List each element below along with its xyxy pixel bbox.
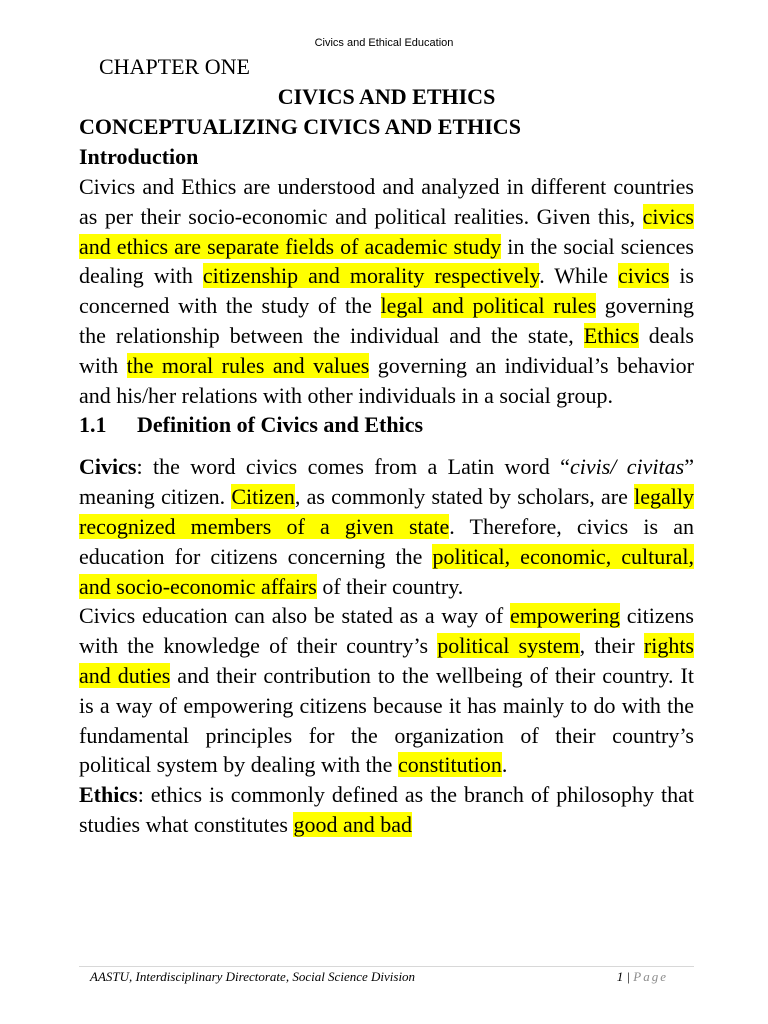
body-text: Civics education can also be stated as a way of (79, 603, 510, 629)
civics-definition-paragraph (79, 452, 694, 601)
highlight: good and bad (293, 811, 413, 837)
body-text: citizens with the knowledge of their country’s (79, 603, 694, 659)
intro-text: in the social sciences dealing with (79, 233, 694, 289)
body-text: . Therefore, civics is an education for citizens concerning the (79, 513, 694, 569)
intro-text: is concerned with the study of the (79, 263, 694, 319)
body-text: , as commonly stated by scholars, are (294, 484, 635, 510)
highlight: constitution (397, 752, 502, 778)
highlight: legal and political rules (380, 293, 597, 319)
highlight: the moral rules and values (126, 352, 370, 378)
highlight: political system (437, 633, 580, 659)
body-text: , their (579, 633, 644, 659)
footer-institution: AASTU, Interdisciplinary Directorate, Social Science Division (90, 969, 416, 984)
intro-text: deals with (79, 322, 694, 378)
body-text: and their contribution to the wellbeing of their country. It is a way of empowering citizens because it has mainly to do with the fundamental principles for the organization of their country’s political system by dealing with the (79, 662, 694, 778)
body-text: : ethics is commonly defined as the branch of philosophy that studies what constitutes (79, 782, 694, 837)
intro-paragraph (79, 172, 694, 410)
section-number: 1.1 (79, 412, 107, 438)
chapter-title: CIVICS AND ETHICS (277, 84, 496, 109)
intro-text: . While (539, 263, 619, 289)
footer-page-indicator (617, 969, 668, 985)
page-content (79, 50, 694, 840)
intro-text: governing the relationship between the individual and the state, (79, 293, 694, 348)
highlight: political, economic, cultural, and socio-economic affairs (79, 543, 694, 599)
footer-divider (79, 966, 694, 967)
highlight: citizenship and morality respectively (202, 263, 540, 289)
page-number: 1 (616, 969, 624, 984)
body-text: : the word civics comes from a Latin word “ (136, 454, 570, 480)
term-civics: Civics (79, 454, 137, 480)
term-ethics: Ethics (79, 782, 138, 808)
intro-text: governing an individual’s behavior and his/her relations with other individuals in a social group. (79, 352, 694, 408)
page-word: Page (633, 969, 668, 984)
running-header: Civics and Ethical Education (314, 37, 454, 49)
highlight: Ethics (583, 322, 639, 348)
highlight: civics and ethics are separate fields of academic study (79, 203, 694, 259)
intro-heading: Introduction (79, 144, 199, 169)
highlight: civics (618, 263, 670, 289)
civics-education-paragraph (79, 601, 694, 780)
body-text: of their country. (316, 573, 464, 599)
highlight: Citizen (231, 484, 295, 510)
intro-text: Civics and Ethics are understood and analyzed in different countries as per their socio-economic and political realities. Given this, (79, 174, 694, 229)
ethics-definition-paragraph (79, 780, 694, 840)
section-title: Definition of Civics and Ethics (137, 412, 424, 438)
page-separator: | (623, 969, 634, 984)
chapter-label: CHAPTER ONE (99, 54, 250, 79)
highlight: legally recognized members of a given state (79, 484, 694, 539)
highlight: rights and duties (79, 633, 694, 688)
highlight: empowering (510, 603, 620, 629)
body-text: ” meaning citizen. (79, 454, 694, 510)
chapter-subtitle: CONCEPTUALIZING CIVICS AND ETHICS (79, 114, 521, 139)
section-heading (79, 410, 694, 440)
latin-term: civis/ civitas (569, 454, 685, 480)
body-text: . (501, 752, 508, 778)
